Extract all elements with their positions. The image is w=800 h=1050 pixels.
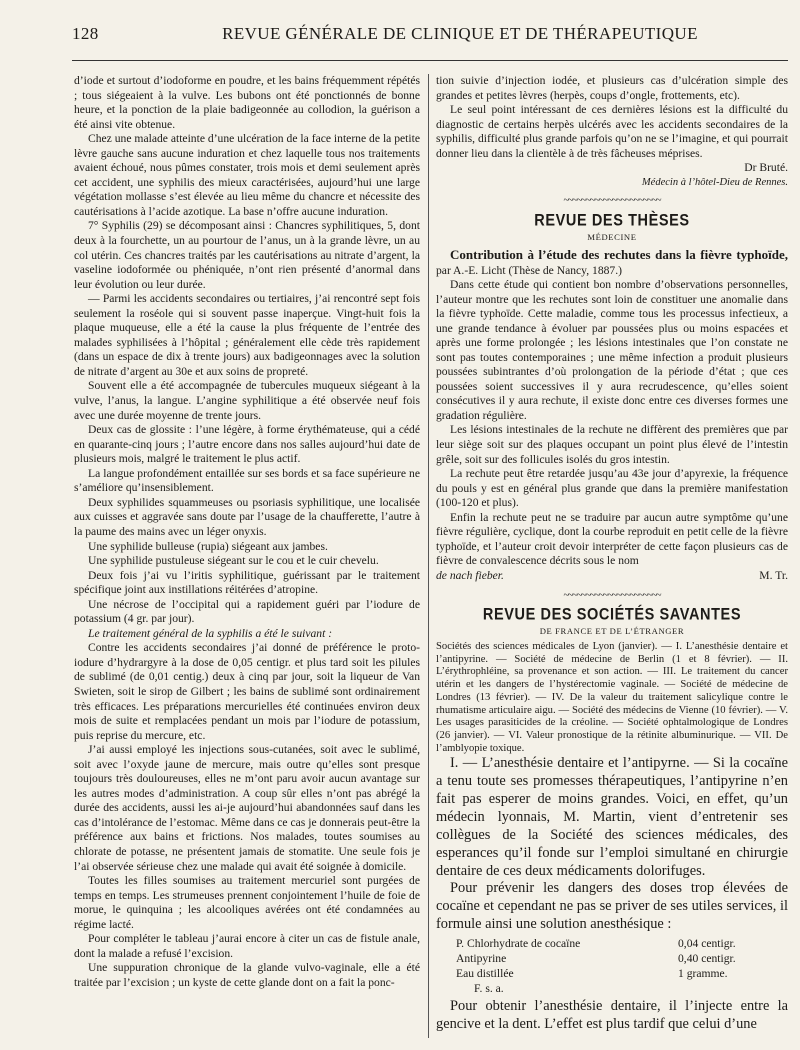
paragraph: Deux fois j’ai vu l’iritis syphilitique, guérissant par le traitement spécifique joint aux instillations réitérées d’atropine. [74, 568, 420, 597]
paragraph: tion suivie d’injection iodée, et plusieurs cas d’ulcération simple des grandes et petites lèvres (herpès, coups d’ongle, frottements, etc). [436, 74, 788, 102]
journal-title: REVUE GÉNÉRALE DE CLINIQUE ET DE THÉRAPEUTIQUE [222, 24, 698, 43]
paragraph: Souvent elle a été accompagnée de tubercules muqueux siégeant à la vulve, l’anus, la langue. L’angine syphilitique a été observée neuf fois avec une durée moyenne de trente jours. [74, 379, 420, 422]
left-column [74, 74, 420, 1036]
prescription-formula [456, 936, 788, 996]
header-rule [72, 60, 788, 61]
paragraph: d’iode et surtout d’iodoforme en poudre, et les bains fréquemment répétés ; tous siégeaient à la vulve. Les bubons ont été ponctionnés de bonne heure, et la ponction de la plaie badigeonnée au collodion, la guérison a été ainsi vite obtenue. [74, 74, 420, 131]
paragraph: Chez une malade atteinte d’une ulcération de la face interne de la petite lèvre gauche sans aucune induration et chez laquelle tous nos traitements avaient échoué, nous pûmes constater, trois mois et demi seulement après cet accident, une syphilis des mieux caractérisées, aujourd’hui une large végétation mollasse s’est élevée au lieu même du chancre et nécessite des cautérisations à l’acide azotique. La base n’offre aucune induration. [74, 132, 420, 218]
paragraph: Toutes les filles soumises au traitement mercuriel sont purgées de temps en temps. Les strumeuses prennent conjointement l’huile de foie de morue, le quinquina ; les alcooliques avérées ont été condamnées au régime lacté. [74, 874, 420, 931]
author-signature: Dr Bruté. [744, 161, 788, 175]
paragraph: Contre les accidents secondaires j’ai donné de préférence le proto-iodure d’hydrargyre à la dose de 0,05 centigr. et plus tard soit les pilules de sublimé (de 0,01 centig.) deux à cinq par jour, soit la liqueur de Van Swieten, soit le sirop de Gilbert ; les bains de sublimé sont ordinairement très efficaces. Les préparations mercurielles été continuées environ deux mois de suite et remplacées pendant un mois par l’iodure de potassium, puis reprise du mercure, etc. [74, 641, 420, 742]
paragraph: Une suppuration chronique de la glande vulvo-vaginale, elle a été traitée par l’excision ; un kyste de cette glande dont on a fait la ponc- [74, 961, 420, 989]
paragraph: La langue profondément entaillée sur ses bords et sa face supérieure ne s’améliore qu’insensiblement. [74, 466, 420, 495]
paragraph: Enfin la rechute peut ne se traduire par aucun autre symptôme qu’une fièvre régulière, cyclique, dont la courbe reproduit en petit celle de la fièvre typhoïde, et l’auteur croit devoir interpréter de cette façon plusieurs cas de fièvre de convalescence décrits sous le nom [436, 510, 788, 568]
formula-row [456, 966, 788, 981]
paragraph: Le seul point intéressant de ces dernières lésions est la difficulté du diagnostic de certains herpès ulcérés avec les accidents secondaires de la syphilis, difficulté plus grande parfois qu’on ne se l’imagine, et qui pourrait donner lieu dans la clientèle à de très fâcheuses méprises. [436, 103, 788, 160]
right-column [436, 74, 788, 1036]
paragraph: Deux cas de glossite : l’une légère, à forme érythémateuse, qui a cédé en quarante-cinq jours ; l’autre encore dans nos salles aujourd’hui date de plusieurs mois, malgré le traitement le plus actif. [74, 423, 420, 466]
formula-ingredient: Antipyrine [456, 952, 507, 965]
paragraph: Une syphilide pustuleuse siégeant sur le cou et le cuir chevelu. [88, 554, 379, 568]
reviewer-initials: M. Tr. [759, 568, 788, 582]
formula-ingredient: P. Chlorhydrate de cocaïne [456, 936, 581, 950]
paragraph: Une nécrose de l’occipital qui a rapidement guéri par l’iodure de potassium (4 gr. par jour). [74, 597, 420, 626]
formula-quantity: 0,40 centigr. [678, 952, 736, 965]
paragraph: — Parmi les accidents secondaires ou tertiaires, j’ai rencontré sept fois seulement la roséole qui si souvent passe inaperçue. Vingt-huit fois la plaque muqueuse, elle a été la cause la plus fréquente de l’entrée des malades syphilisées à l’hôpital ; généralement elle cède très rapidement (dans un espace de dix à trente jours) aux badigeonnages avec la solution de nitrate d’argent au 30e et aux soins de propreté. [74, 292, 420, 378]
paragraph: Le traitement général de la syphilis a été le suivant : [88, 626, 333, 640]
paragraph: Pour prévenir les dangers des doses trop élevées de cocaïne et cependant ne pas se priver de ses utiles services, il formule ainsi une solution anesthésique : [436, 880, 788, 933]
paragraph: Les lésions intestinales de la rechute ne diffèrent des premières que par leur siège soit sur des plaques occupant un point plus élevé de l’intestin grêle, soit sur des follicules isolés du gros intestin. [436, 423, 788, 466]
article-byline: par A.-E. Licht (Thèse de Nancy, 1887.) [436, 264, 622, 278]
review-end-line [436, 569, 788, 584]
article-title [436, 247, 788, 279]
formula-row [456, 951, 788, 966]
paragraph: Deux syphilides squammeuses ou psoriasis syphilitique, une localisée aux cuisses et aggravée sans doute par l’usage de la chaufferette, l’autre à la paume des mains avec un léger onyxis. [74, 495, 420, 538]
lead-paragraph: I. — L’anesthésie dentaire et l’antipyrne. — Si la cocaïne a tenu toute ses promesses thérapeutiques, l’antipyrine n’en fait pas esperer de moins grandes. Voici, en effet, qu’un médecin lyonnais, M. Martin, vient d’entretenir ses collègues de la Société des sciences médicales, des esperances qu’il fonde sur l’emploi simultané en chirurgie dentaire de ces deux médicaments dolorifuges. [436, 755, 788, 879]
paragraph: Pour obtenir l’anesthésie dentaire, il l’injecte entre la gencive et la dent. L’effet est plus tardif que celui d’une [436, 998, 788, 1033]
paragraph: Pour compléter le tableau j’aurai encore à citer un cas de fistule anale, dont la malade a refusé l’excision. [74, 932, 420, 960]
paragraph: Une syphilide bulleuse (rupia) siégeant aux jambes. [88, 539, 328, 553]
page-number: 128 [72, 24, 99, 43]
formula-ingredient: Eau distillée [456, 967, 514, 981]
column-divider [428, 74, 429, 1038]
societies-heading: REVUE DES SOCIÉTÉS SAVANTES [482, 605, 742, 625]
societies-summary: Sociétés des sciences médicales de Lyon (janvier). — I. L’anesthésie dentaire et l’antipyrine. — Société de médecine de Berlin (1 et 8 février). — II. L’érythrophléine, sa provenance et son action. — III. Le traitement du cancer utérin et les dangers de l’hystérectomie vaginale. — Société de médecine de Londres (13 février). — IV. De la valeur du traitement salicylique contre le rhumatisme articulaire aigu. — Société des médecins de Vienne (10 février). — V. Les usages parasiticides de la créoline. — Société ophtalmologique de Londres (26 janvier). — VI. Valeur pronostique de la rétinite albuminurique. — VII. De l’amblyopie toxique. [436, 641, 788, 754]
ornament-divider: ~~~~~~~~~~~~~~~~~~~~~~ [563, 589, 661, 601]
formula-row [456, 936, 788, 951]
author-affiliation: Médecin à l’hôtel-Dieu de Rennes. [641, 176, 788, 188]
review-last-words: de nach fieber. [436, 568, 504, 582]
ornament-divider: ~~~~~~~~~~~~~~~~~~~~~~ [563, 195, 661, 206]
theses-subheading: MÉDECINE [587, 231, 637, 242]
societies-subheading: DE FRANCE ET DE L’ÉTRANGER [539, 626, 685, 637]
article-title-text: Contribution à l’étude des rechutes dans la fièvre typhoïde, [450, 246, 788, 262]
paragraph: 7° Syphilis (29) se décomposant ainsi : Chancres syphilitiques, 5, dont deux à la fourchette, un au pourtour de l’anus, un à la grande lèvre, un au col utérin. Ces chancres traités par les cautérisations au nitrate d’argent, la vaseline iodoformée ou phéniquée, n’ont rien présenté d’anormal dans leur évolution ou leur durée. [74, 219, 420, 291]
formula-quantity: 1 gramme. [678, 967, 728, 981]
paragraph: La rechute peut être retardée jusqu’au 43e jour d’apyrexie, la fréquence du pouls y est en général plus grande que dans la première manifestation (100-120 et plus). [436, 467, 788, 510]
formula-sig: F. s. a. [474, 982, 504, 996]
formula-quantity: 0,04 centigr. [678, 936, 736, 950]
paragraph: Dans cette étude qui contient bon nombre d’observations personnelles, l’auteur montre que les rechutes sont loin de constituer une anomalie dans la fièvre typhoïde. Cette maladie, comme tous les processus infectieux, a une grande tendance à évoluer par poussées plus ou moins espacées et après une forme prolongée ; les lésions intestinales que l’on constate ne sont pas toutes contemporaines ; une même infection a produit plusieurs poussées subintrantes d’où prolongation de la période d’état ; que ces poussées soient successives il y aura recrudescence, qu’elles soient consécutives il y aura rechute, il existe donc entre ces diverses formes une gradation régulière. [436, 278, 788, 422]
paragraph: J’ai aussi employé les injections sous-cutanées, soit avec le sublimé, soit avec l’oxyde jaune de mercure, mais outre qu’elles sont presque toujours très douloureuses, elles ne m’ont paru avoir aucun avantage sur les autres modes d’administration. A coup sûr elles n’ont pas abrégé la durée des accidents, aussi les ai-je aujourd’hui abandonnées sauf dans les cas d’intolérance de l’estomac. Même dans ce cas je donnerais peut-être la préférence aux bains et frictions. Nos malades, toutes soumises au chlorate de potasse, ne présentent jamais de stomatite. Une seule fois je l’ai observée sérieuse chez une malade qui avait été soignée à domicile. [74, 743, 420, 873]
running-header [72, 24, 788, 50]
theses-heading: REVUE DES THÈSES [534, 211, 690, 230]
